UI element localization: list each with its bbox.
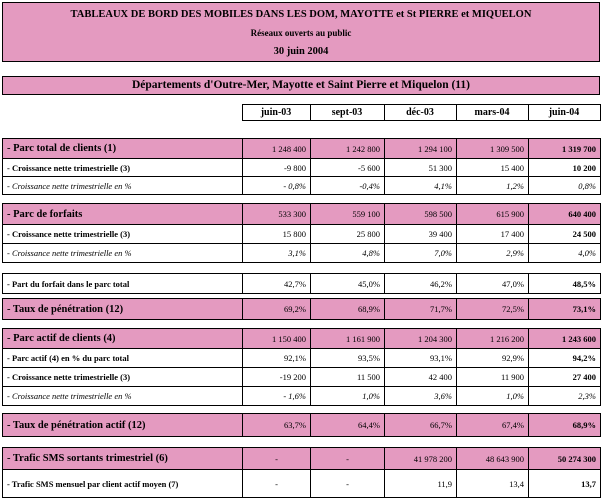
column-header: juin-03 (242, 105, 310, 121)
section-title: Départements d'Outre-Mer, Mayotte et Saint Pierre et Miquelon (11) (2, 76, 600, 95)
cell-value: 1 319 700 (529, 139, 601, 159)
cell-value: 68,9% (311, 299, 385, 320)
cell-value: 48 643 900 (457, 448, 529, 470)
cell-value: 640 400 (529, 204, 601, 225)
cell-value: 13,4 (457, 470, 529, 498)
row-label: - Taux de pénétration actif (12) (3, 414, 243, 437)
cell-value: - (243, 448, 311, 470)
cell-value: 533 300 (243, 204, 311, 225)
cell-value: 67,4% (457, 414, 529, 437)
cell-value: -0,4% (311, 177, 385, 195)
cell-value: 1,2% (457, 177, 529, 195)
cell-value: 598 500 (385, 204, 457, 225)
cell-value: - (311, 470, 385, 498)
cell-value: 94,2% (529, 349, 601, 368)
cell-value: 72,5% (457, 299, 529, 320)
table-row (3, 349, 601, 368)
cell-value: 1 248 400 (243, 139, 311, 159)
cell-value: 1 242 800 (311, 139, 385, 159)
cell-value: 1 216 200 (457, 329, 529, 349)
cell-value: 0,8% (529, 177, 601, 195)
table-row (3, 329, 601, 349)
cell-value: 1 204 300 (385, 329, 457, 349)
cell-value: 24 500 (529, 225, 601, 244)
cell-value: -19 200 (243, 368, 311, 387)
cell-value: 92,9% (457, 349, 529, 368)
table-row (3, 387, 601, 406)
block-part-forfait (2, 273, 601, 294)
cell-value: 1,0% (311, 387, 385, 406)
table-row (3, 204, 601, 225)
column-header: déc-03 (384, 105, 456, 121)
cell-value: 63,7% (243, 414, 311, 437)
cell-value: 1 243 600 (529, 329, 601, 349)
cell-value: 11 900 (457, 368, 529, 387)
table-row (3, 225, 601, 244)
cell-value: 11 500 (311, 368, 385, 387)
block-taux-penetration-actif (2, 413, 601, 437)
header-spacer (2, 105, 242, 121)
cell-value: 64,4% (311, 414, 385, 437)
block-taux-penetration (2, 298, 601, 320)
cell-value: 66,7% (385, 414, 457, 437)
column-header: mars-04 (456, 105, 528, 121)
cell-value: 73,1% (529, 299, 601, 320)
cell-value: 2,3% (529, 387, 601, 406)
cell-value: 92,1% (243, 349, 311, 368)
cell-value: 1,0% (457, 387, 529, 406)
table-row (3, 274, 601, 294)
report-subtitle: Réseaux ouverts au public (250, 28, 352, 38)
table-row (3, 139, 601, 159)
cell-value: 1 294 100 (385, 139, 457, 159)
row-label: - Parc total de clients (1) (3, 139, 243, 159)
cell-value: - (311, 448, 385, 470)
cell-value: 1 150 400 (243, 329, 311, 349)
table-row (3, 414, 601, 437)
cell-value: 1 161 900 (311, 329, 385, 349)
cell-value: 10 200 (529, 159, 601, 177)
cell-value: 41 978 200 (385, 448, 457, 470)
cell-value: 69,2% (243, 299, 311, 320)
cell-value: 4,8% (311, 244, 385, 263)
cell-value: -5 600 (311, 159, 385, 177)
cell-value: 27 400 (529, 368, 601, 387)
block-parc-forfaits (2, 203, 601, 263)
table-row (3, 368, 601, 387)
cell-value: - 0,8% (243, 177, 311, 195)
cell-value: 39 400 (385, 225, 457, 244)
row-label: - Parc actif de clients (4) (3, 329, 243, 349)
cell-value: 3,1% (243, 244, 311, 263)
cell-value: 48,5% (529, 274, 601, 294)
cell-value: 50 274 300 (529, 448, 601, 470)
block-parc-total (2, 138, 601, 195)
row-label: - Croissance nette trimestrielle en % (3, 244, 243, 263)
cell-value: 68,9% (529, 414, 601, 437)
cell-value: 3,6% (385, 387, 457, 406)
row-label: - Trafic SMS sortants trimestriel (6) (3, 448, 243, 470)
cell-value: 17 400 (457, 225, 529, 244)
cell-value: 1 309 500 (457, 139, 529, 159)
row-label: - Parc actif (4) en % du parc total (3, 349, 243, 368)
block-parc-actif (2, 328, 601, 406)
table-row (3, 159, 601, 177)
cell-value: 42,7% (243, 274, 311, 294)
cell-value: 42 400 (385, 368, 457, 387)
table-row (3, 177, 601, 195)
cell-value: 11,9 (385, 470, 457, 498)
cell-value: 2,9% (457, 244, 529, 263)
cell-value: 71,7% (385, 299, 457, 320)
cell-value: 559 100 (311, 204, 385, 225)
table-row (3, 244, 601, 263)
report-title: TABLEAUX DE BORD DES MOBILES DANS LES DOM, MAYOTTE et St PIERRE et MIQUELON (70, 9, 532, 20)
table-row (3, 448, 601, 470)
table-row (3, 470, 601, 498)
row-label: - Croissance nette trimestrielle en % (3, 387, 243, 406)
row-label: - Trafic SMS mensuel par client actif moyen (7) (3, 470, 243, 498)
cell-value: 615 900 (457, 204, 529, 225)
cell-value: - (243, 470, 311, 498)
cell-value: 47,0% (457, 274, 529, 294)
cell-value: 46,2% (385, 274, 457, 294)
cell-value: 93,5% (311, 349, 385, 368)
column-header: sept-03 (310, 105, 384, 121)
column-header: juin-04 (528, 105, 600, 121)
column-header-table (2, 104, 601, 121)
cell-value: 15 400 (457, 159, 529, 177)
cell-value: 4,0% (529, 244, 601, 263)
cell-value: - 1,6% (243, 387, 311, 406)
cell-value: -9 800 (243, 159, 311, 177)
cell-value: 51 300 (385, 159, 457, 177)
row-label: - Part du forfait dans le parc total (3, 274, 243, 294)
report-header (2, 2, 600, 62)
cell-value: 4,1% (385, 177, 457, 195)
table-row (3, 299, 601, 320)
cell-value: 45,0% (311, 274, 385, 294)
row-label: - Croissance nette trimestrielle (3) (3, 159, 243, 177)
cell-value: 93,1% (385, 349, 457, 368)
block-trafic-sms (2, 447, 601, 498)
cell-value: 13,7 (529, 470, 601, 498)
report-date: 30 juin 2004 (273, 46, 329, 57)
row-label: - Croissance nette trimestrielle (3) (3, 368, 243, 387)
row-label: - Taux de pénétration (12) (3, 299, 243, 320)
cell-value: 15 800 (243, 225, 311, 244)
cell-value: 25 800 (311, 225, 385, 244)
row-label: - Parc de forfaits (3, 204, 243, 225)
row-label: - Croissance nette trimestrielle en % (3, 177, 243, 195)
cell-value: 7,0% (385, 244, 457, 263)
row-label: - Croissance nette trimestrielle (3) (3, 225, 243, 244)
